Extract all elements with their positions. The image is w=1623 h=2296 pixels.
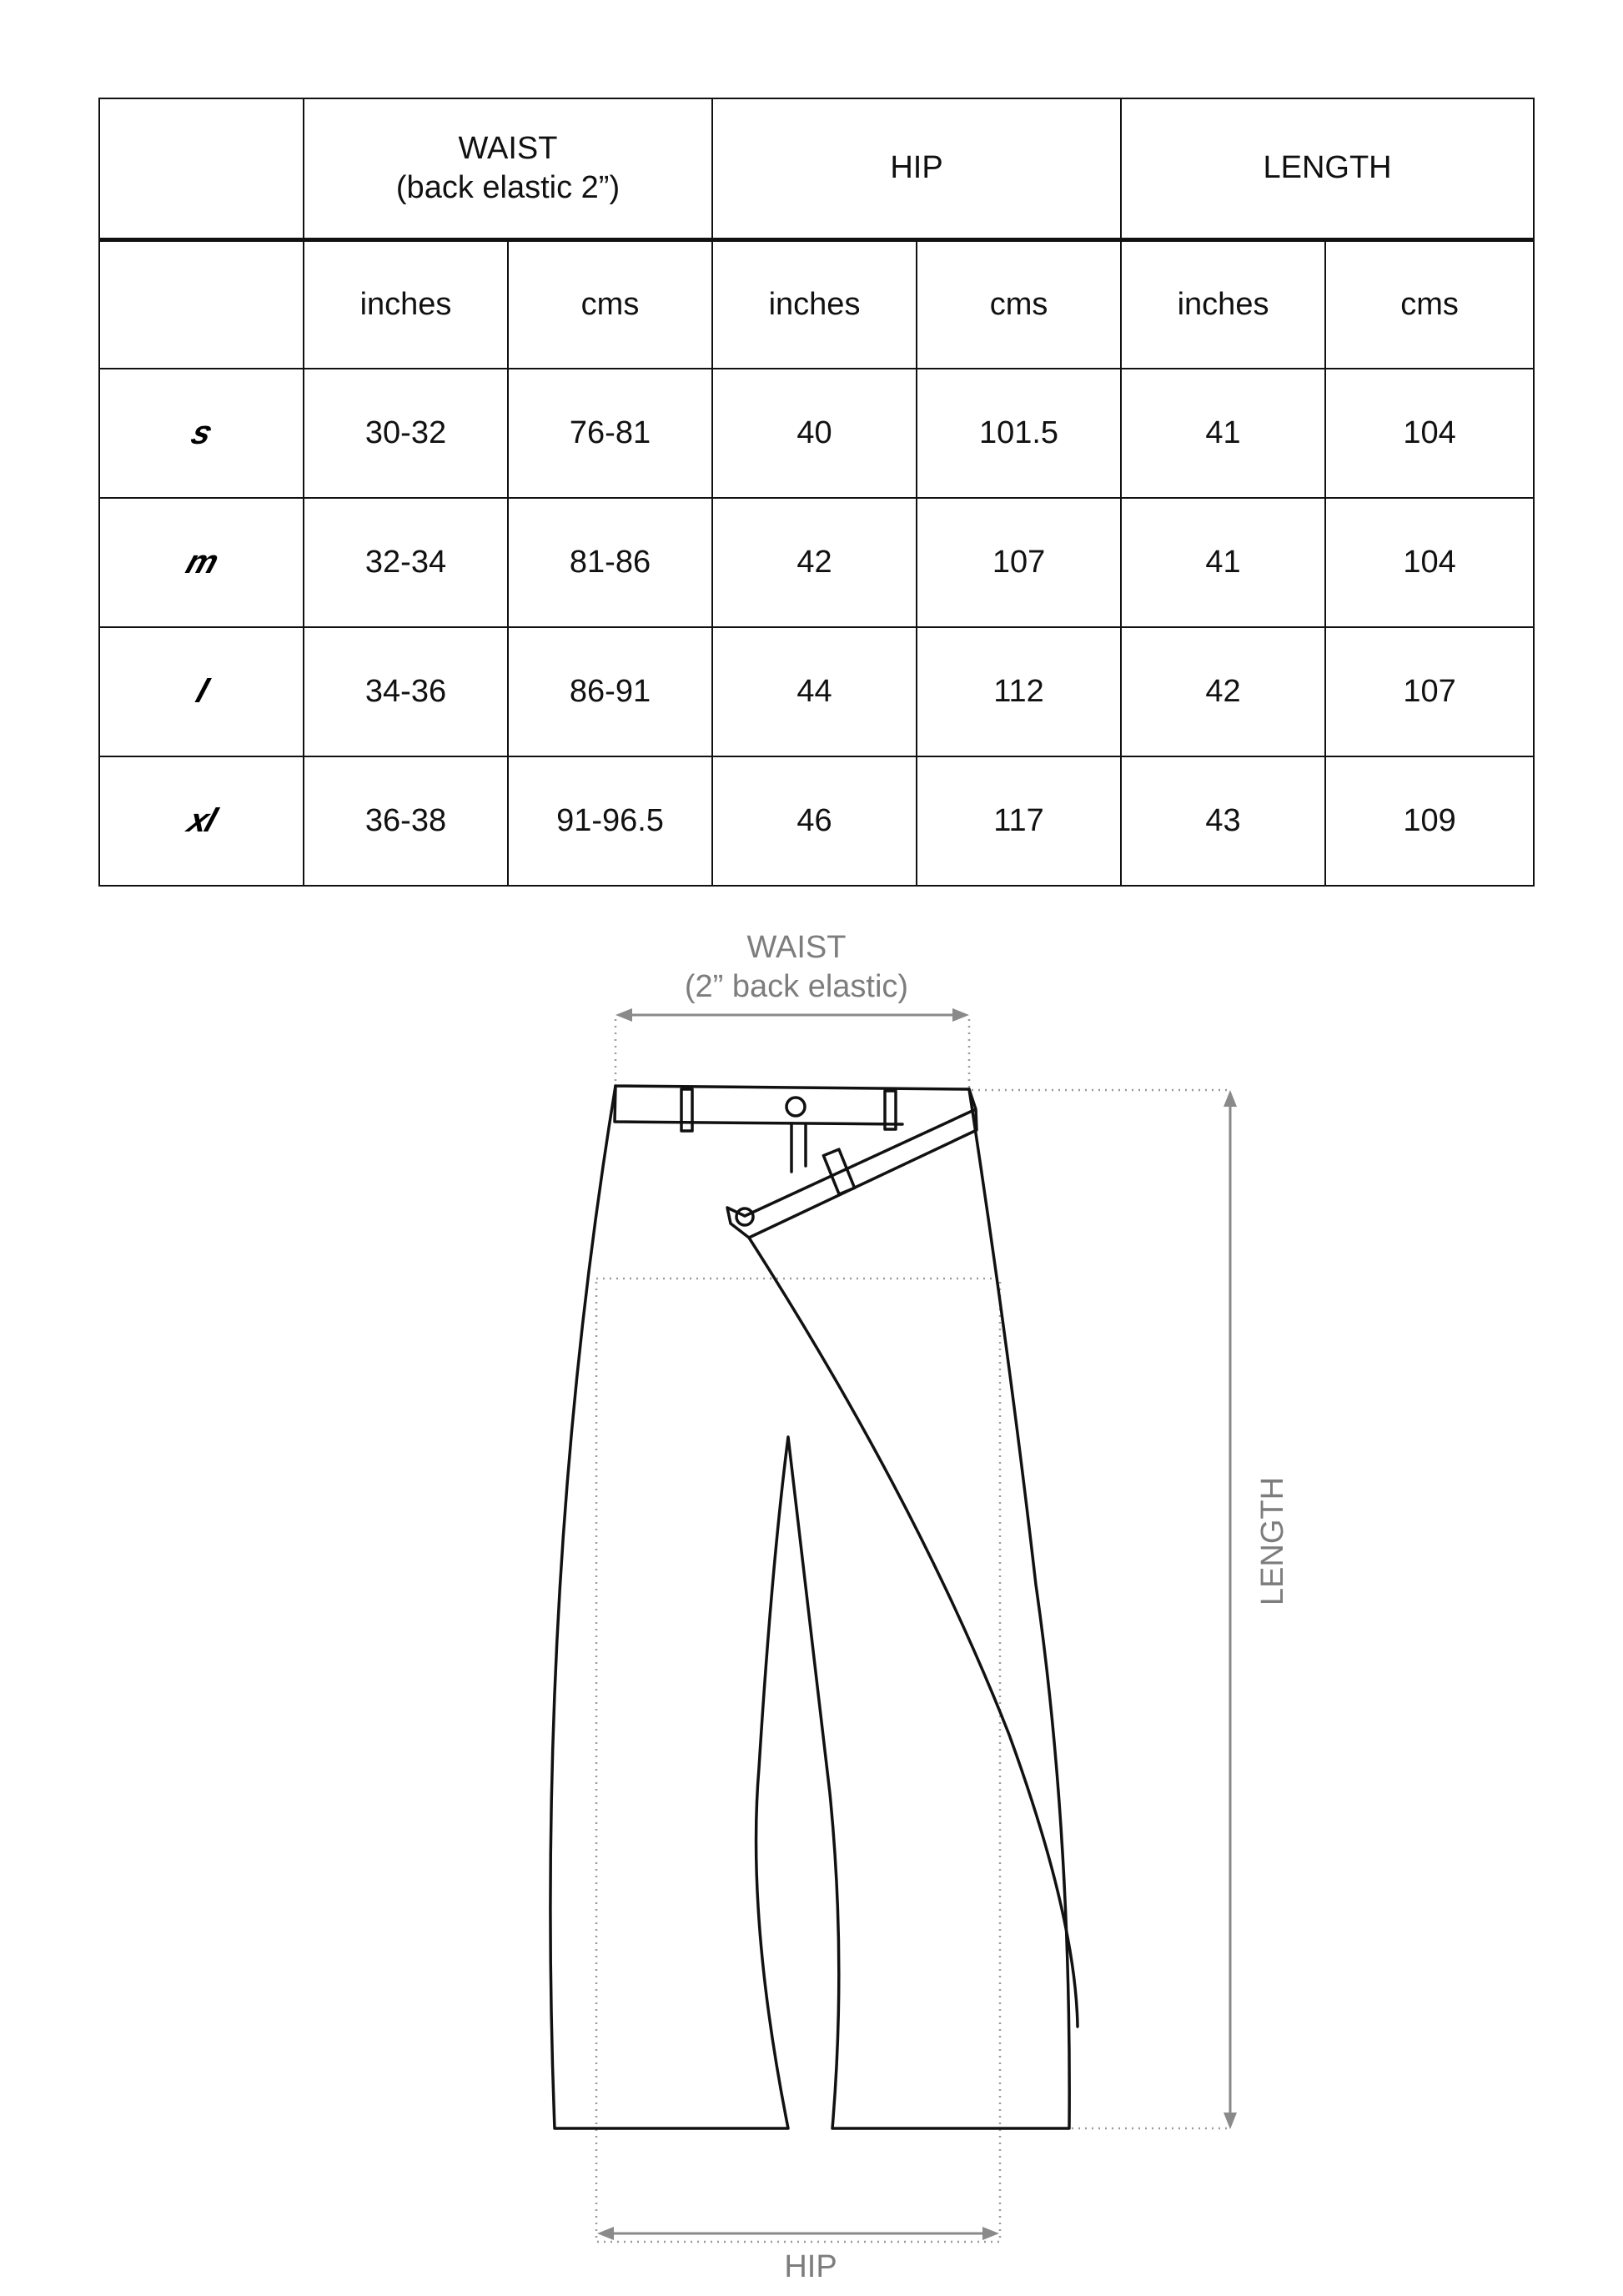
waist-dimension-arrow: [616, 1008, 969, 1022]
table-cell: 91-96.5: [508, 756, 712, 886]
table-row: [99, 627, 1534, 756]
table-cell: 43: [1121, 756, 1325, 886]
length-header: LENGTH: [1121, 98, 1534, 240]
table-cell: 34-36: [304, 627, 508, 756]
table-cell: 42: [1121, 627, 1325, 756]
button-icon: [786, 1098, 805, 1116]
trousers-left-leg-outline: [550, 1086, 1069, 2128]
hip-cms-unit: cms: [917, 240, 1121, 369]
table-cell: 109: [1325, 756, 1534, 886]
hip-inches-unit: inches: [712, 240, 917, 369]
size-cell: [99, 756, 304, 886]
hip-dimension-arrow: [597, 2227, 999, 2240]
table-row: [99, 498, 1534, 627]
table-cell: 104: [1325, 498, 1534, 627]
length-inches-unit: inches: [1121, 240, 1325, 369]
hip-guide-box: [596, 1279, 1000, 2242]
belt-loop-left: [681, 1089, 692, 1131]
corner-cell: [99, 98, 304, 240]
table-cell: 104: [1325, 369, 1534, 498]
table-row: [99, 369, 1534, 498]
table-cell: 117: [917, 756, 1121, 886]
front-panel-curve: [749, 1238, 1078, 2027]
trousers-measurement-diagram: [0, 901, 1623, 2296]
size-chart-table: [98, 98, 1535, 887]
table-header-row: [99, 98, 1534, 240]
table-cell: 112: [917, 627, 1121, 756]
table-cell: 76-81: [508, 369, 712, 498]
hip-header: HIP: [712, 98, 1121, 240]
table-cell: 41: [1121, 369, 1325, 498]
length-cms-unit: cms: [1325, 240, 1534, 369]
waist-note: (2” back elastic): [684, 969, 909, 1004]
size-label: xl: [183, 802, 220, 840]
table-cell: 107: [917, 498, 1121, 627]
table-cell: 42: [712, 498, 917, 627]
waistband-outline: [615, 1086, 969, 1124]
table-cell: 30-32: [304, 369, 508, 498]
length-dimension-arrow: [1224, 1090, 1237, 2129]
table-cell: 81-86: [508, 498, 712, 627]
table-cell: 46: [712, 756, 917, 886]
table-cell: 36-38: [304, 756, 508, 886]
table-cell: 41: [1121, 498, 1325, 627]
length-label: LENGTH: [1255, 1476, 1290, 1606]
size-label: l: [191, 673, 212, 711]
units-corner-cell: [99, 240, 304, 369]
table-cell: 44: [712, 627, 917, 756]
trousers-illustration: [550, 1086, 1078, 2128]
hip-label: HIP: [784, 2249, 837, 2284]
table-row: [99, 756, 1534, 886]
size-label: m: [181, 544, 222, 581]
waist-label: WAIST: [746, 930, 847, 965]
size-cell: [99, 627, 304, 756]
table-cell: 40: [712, 369, 917, 498]
size-label: s: [187, 414, 216, 452]
waist-inches-unit: inches: [304, 240, 508, 369]
size-cell: [99, 369, 304, 498]
strap-outline: [727, 1089, 977, 1238]
units-row: [99, 240, 1534, 369]
table-cell: 107: [1325, 627, 1534, 756]
table-cell: 32-34: [304, 498, 508, 627]
waist-cms-unit: cms: [508, 240, 712, 369]
waist-header: WAIST (back elastic 2”): [304, 98, 712, 240]
fly-tab: [791, 1124, 806, 1172]
table-cell: 86-91: [508, 627, 712, 756]
table-cell: 101.5: [917, 369, 1121, 498]
size-cell: [99, 498, 304, 627]
